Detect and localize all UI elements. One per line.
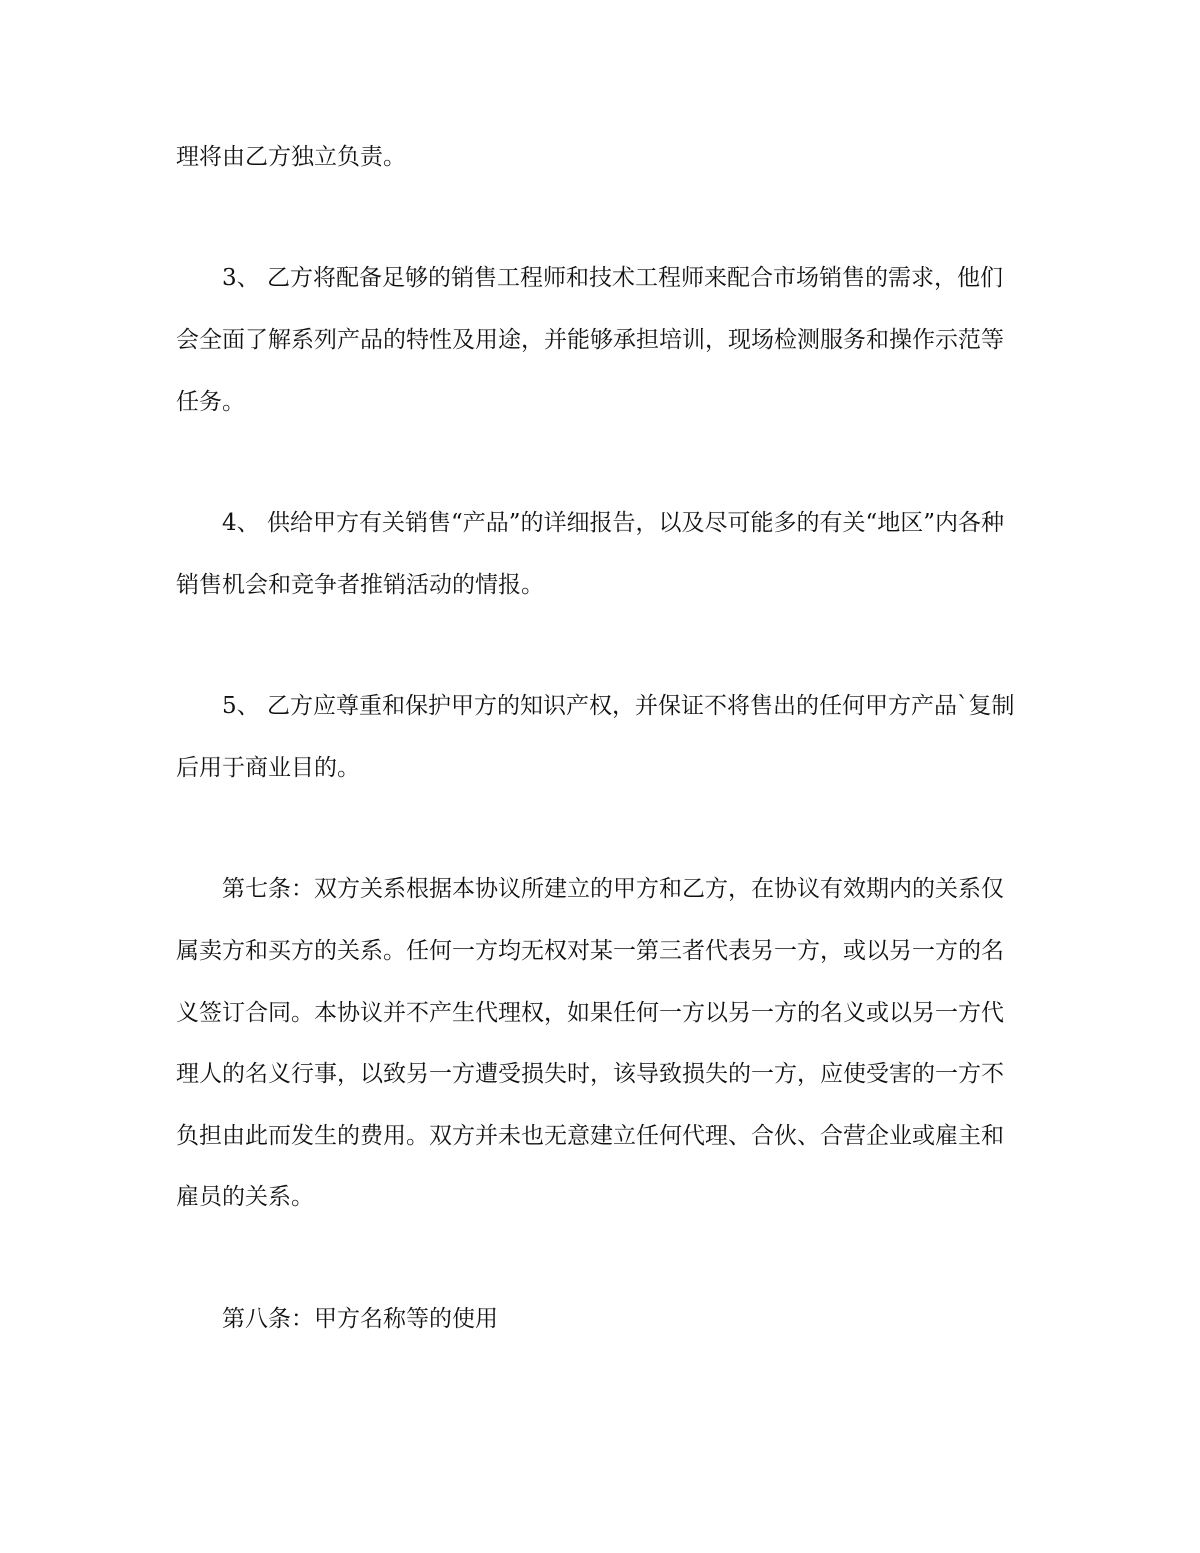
list-item-4-line-2: 销售机会和竞争者推销活动的情报。 [176, 572, 544, 598]
list-item-3-line-3: 任务。 [176, 389, 245, 415]
list-item-3-line-1: 3、 乙方将配备足够的销售工程师和技术工程师来配合市场销售的需求，他们 [222, 265, 1003, 291]
list-item-5-line-1: 5、 乙方应尊重和保护甲方的知识产权，并保证不将售出的任何甲方产品`复制 [222, 693, 1015, 719]
article-7-line-3: 义签订合同。本协议并不产生代理权，如果任何一方以另一方的名义或以另一方代 [176, 1000, 1004, 1026]
list-item-4-line-1: 4、 供给甲方有关销售“产品”的详细报告，以及尽可能多的有关“地区”内各种 [222, 510, 1004, 536]
list-item-5-line-2: 后用于商业目的。 [176, 755, 360, 781]
article-7-line-4: 理人的名义行事，以致另一方遭受损失时，该导致损失的一方，应使受害的一方不 [176, 1061, 1004, 1087]
article-7-line-1: 第七条：双方关系根据本协议所建立的甲方和乙方，在协议有效期内的关系仅 [222, 876, 1004, 902]
article-7-line-6: 雇员的关系。 [176, 1184, 314, 1210]
article-8-heading: 第八条：甲方名称等的使用 [222, 1306, 498, 1332]
text-line: 理将由乙方独立负责。 [176, 144, 406, 170]
article-7-line-5: 负担由此而发生的费用。双方并未也无意建立任何代理、合伙、合营企业或雇主和 [176, 1123, 1004, 1149]
article-7-line-2: 属卖方和买方的关系。任何一方均无权对某一第三者代表另一方，或以另一方的名 [176, 938, 1004, 964]
list-item-3-line-2: 会全面了解系列产品的特性及用途，并能够承担培训，现场检测服务和操作示范等 [176, 327, 1004, 353]
